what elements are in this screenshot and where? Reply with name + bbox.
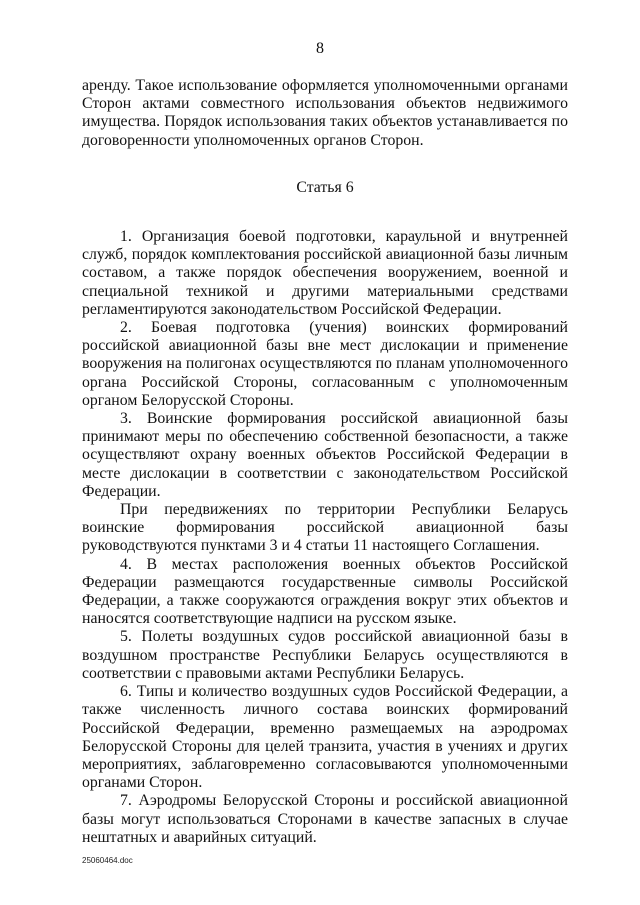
- paragraph-4: 4. В местах расположения военных объектов Российской Федерации размещаются государственные символы Российской Федерации, а также сооружаются ограждения вокруг этих объектов и наносятся соответствующие надписи на русском языке.: [82, 555, 568, 628]
- document-body: [82, 77, 568, 847]
- paragraph-3-continued: При передвижениях по территории Республики Беларусь воинские формирования российской авиационной базы руководствуются пунктами 3 и 4 статьи 11 настоящего Соглашения.: [82, 501, 568, 555]
- paragraph-2: 2. Боевая подготовка (учения) воинских формирований российской авиационной базы вне мест дислокации и применение вооружения на полигонах осуществляются по планам уполномоченного органа Российской Стороны, согласованным с уполномоченным органом Белорусской Стороны.: [82, 319, 568, 409]
- article-title: Статья 6: [296, 178, 354, 196]
- page-number: 8: [316, 40, 324, 57]
- paragraph-3: 3. Воинские формирования российской авиационной базы принимают меры по обеспечению собственной безопасности, а также осуществляют охрану военных объектов Российской Федерации в месте дислокации в соответствии с законодательством Российской Федерации.: [82, 410, 568, 500]
- paragraph-5: 5. Полеты воздушных судов российской авиационной базы в воздушном пространстве Республики Беларусь осуществляются в соответствии с правовыми актами Республики Беларусь.: [82, 628, 568, 682]
- paragraph-1: 1. Организация боевой подготовки, караульной и внутренней служб, порядок комплектования российской авиационной базы личным составом, а также порядок обеспечения вооружением, военной и специальной техникой и другими материальными средствами регламентируются законодательством Российской Федерации.: [82, 228, 568, 318]
- footer-file-code: 25060464.doc: [82, 856, 133, 865]
- intro-paragraph: аренду. Такое использование оформляется уполномоченными органами Сторон актами совместного использования объектов недвижимого имущества. Порядок использования таких объектов устанавливается по договоренности уполномоченных органов Сторон.: [82, 77, 568, 149]
- paragraph-7: 7. Аэродромы Белорусской Стороны и российской авиационной базы могут использоваться Сторонами в качестве запасных в случае нештатных и аварийных ситуаций.: [82, 792, 568, 846]
- paragraph-6: 6. Типы и количество воздушных судов Российской Федерации, а также численность личного состава воинских формирований Российской Федерации, временно размещаемых на аэродромах Белорусской Стороны для целей транзита, участия в учениях и других мероприятиях, заблаговременно согласовываются уполномоченными органами Сторон.: [82, 683, 568, 792]
